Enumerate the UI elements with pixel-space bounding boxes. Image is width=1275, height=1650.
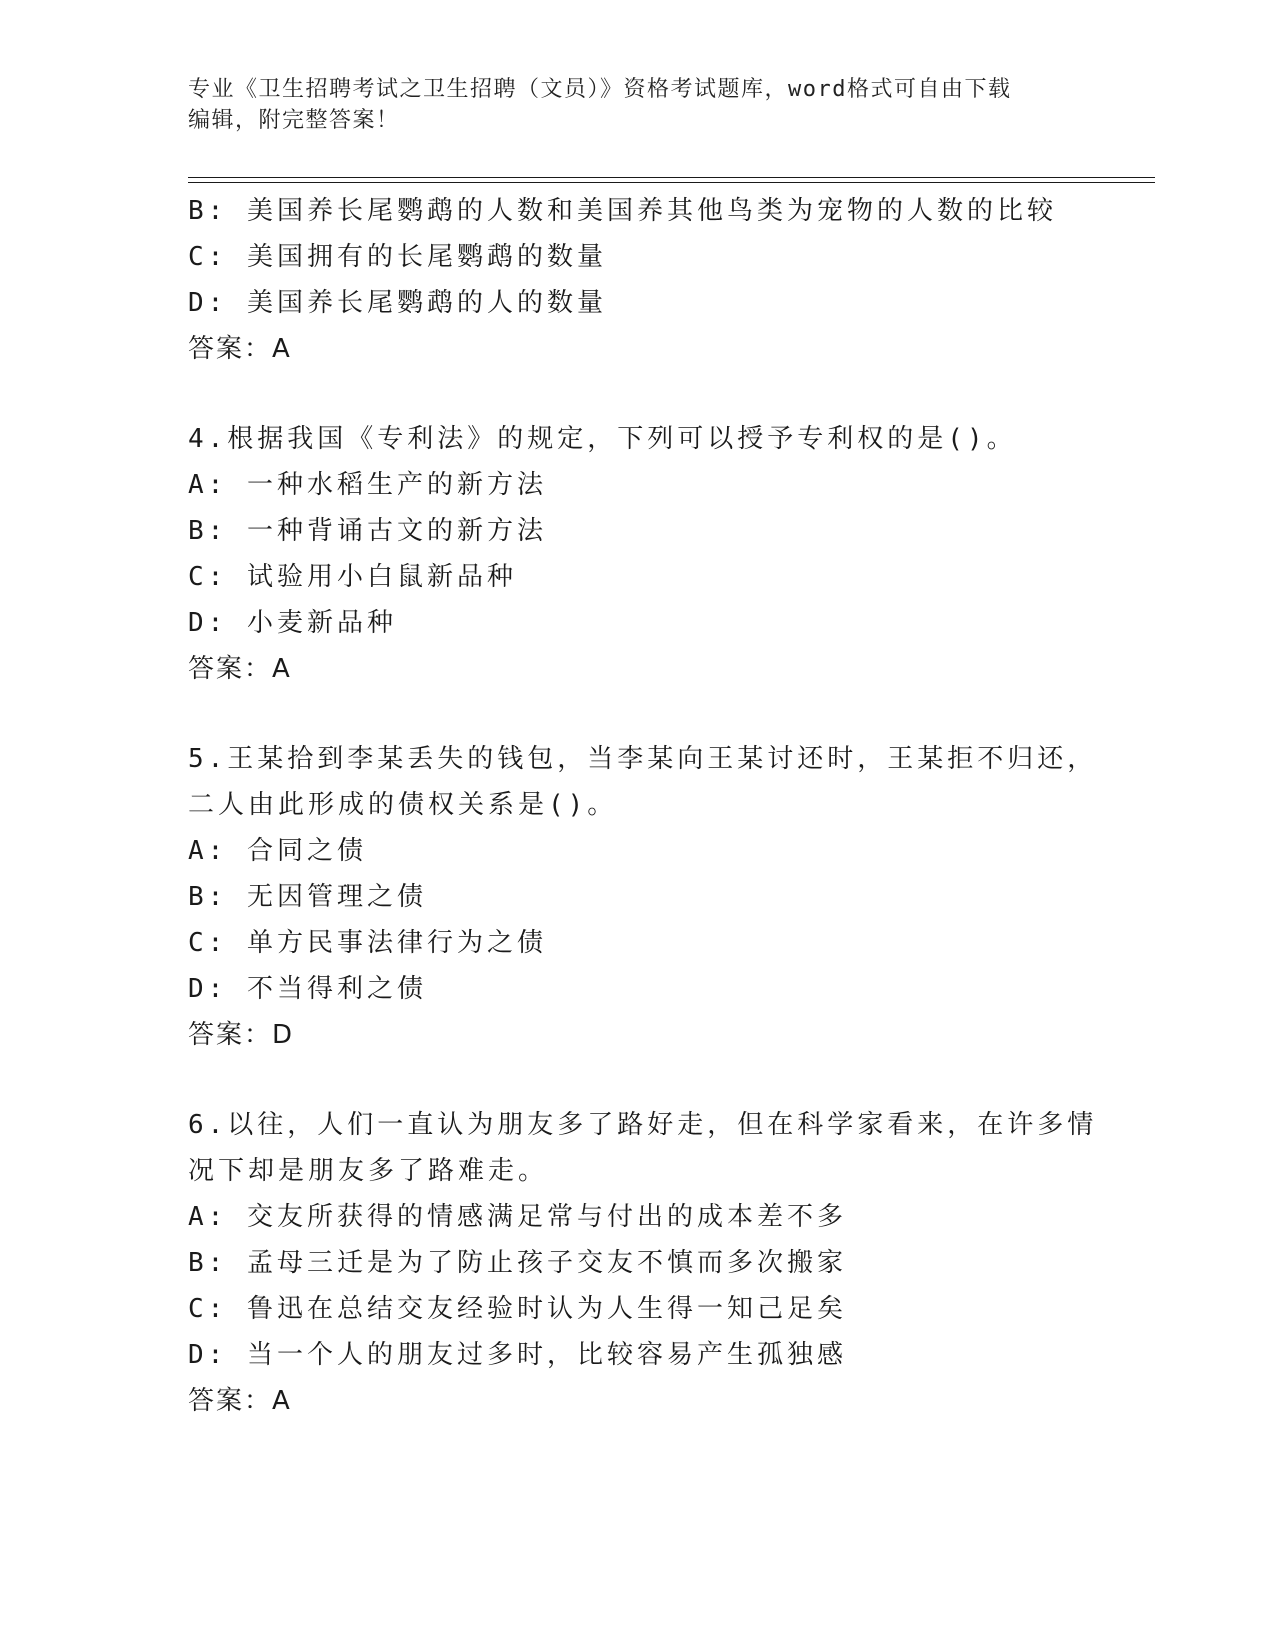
q6-question-line-2: 况下却是朋友多了路难走。 (188, 1156, 549, 1186)
q5-option-c: C: 单方民事法律行为之债 (188, 928, 547, 958)
header-line-2: 编辑，附完整答案！ (188, 108, 400, 133)
header-line-1: 专业《卫生招聘考试之卫生招聘（文员）》资格考试题库，word格式可自由下载 (188, 77, 1012, 102)
question-5 (188, 736, 1098, 1058)
q5-option-d: D: 不当得利之债 (188, 974, 427, 1004)
document-header (188, 74, 1068, 136)
spacer (188, 692, 1088, 736)
q5-option-a: A: 合同之债 (188, 836, 367, 866)
header-rule-bottom (188, 182, 1155, 183)
q6-question-line-1: 6.以往，人们一直认为朋友多了路好走，但在科学家看来，在许多情 (188, 1110, 1098, 1140)
question-3 (188, 188, 1088, 372)
spacer (188, 372, 1088, 416)
q5-question-line-1: 5.王某拾到李某丢失的钱包，当李某向王某讨还时，王某拒不归还， (188, 744, 1098, 774)
q4-answer: 答案：A (188, 654, 292, 684)
q3-option-d: D: 美国养长尾鹦鹉的人的数量 (188, 288, 607, 318)
q6-answer: 答案：A (188, 1386, 292, 1416)
q4-option-a: A: 一种水稻生产的新方法 (188, 470, 547, 500)
q3-answer: 答案：A (188, 334, 292, 364)
q5-option-b: B: 无因管理之债 (188, 882, 427, 912)
header-rule-top (188, 177, 1155, 178)
q6-option-d: D: 当一个人的朋友过多时，比较容易产生孤独感 (188, 1340, 847, 1370)
q6-option-a: A: 交友所获得的情感满足常与付出的成本差不多 (188, 1202, 847, 1232)
question-list (188, 188, 1098, 1424)
spacer (188, 1058, 1088, 1102)
q3-option-c: C: 美国拥有的长尾鹦鹉的数量 (188, 242, 607, 272)
q5-question-line-2: 二人由此形成的债权关系是()。 (188, 790, 618, 820)
q6-option-b: B: 孟母三迁是为了防止孩子交友不慎而多次搬家 (188, 1248, 847, 1278)
q4-question: 4.根据我国《专利法》的规定，下列可以授予专利权的是()。 (188, 424, 1017, 454)
q4-option-c: C: 试验用小白鼠新品种 (188, 562, 517, 592)
question-4 (188, 416, 1088, 692)
q5-answer: 答案：D (188, 1020, 295, 1050)
q6-option-c: C: 鲁迅在总结交友经验时认为人生得一知己足矣 (188, 1294, 847, 1324)
q4-option-b: B: 一种背诵古文的新方法 (188, 516, 547, 546)
q4-option-d: D: 小麦新品种 (188, 608, 397, 638)
q3-option-b: B: 美国养长尾鹦鹉的人数和美国养其他鸟类为宠物的人数的比较 (188, 196, 1057, 226)
question-6 (188, 1102, 1098, 1424)
